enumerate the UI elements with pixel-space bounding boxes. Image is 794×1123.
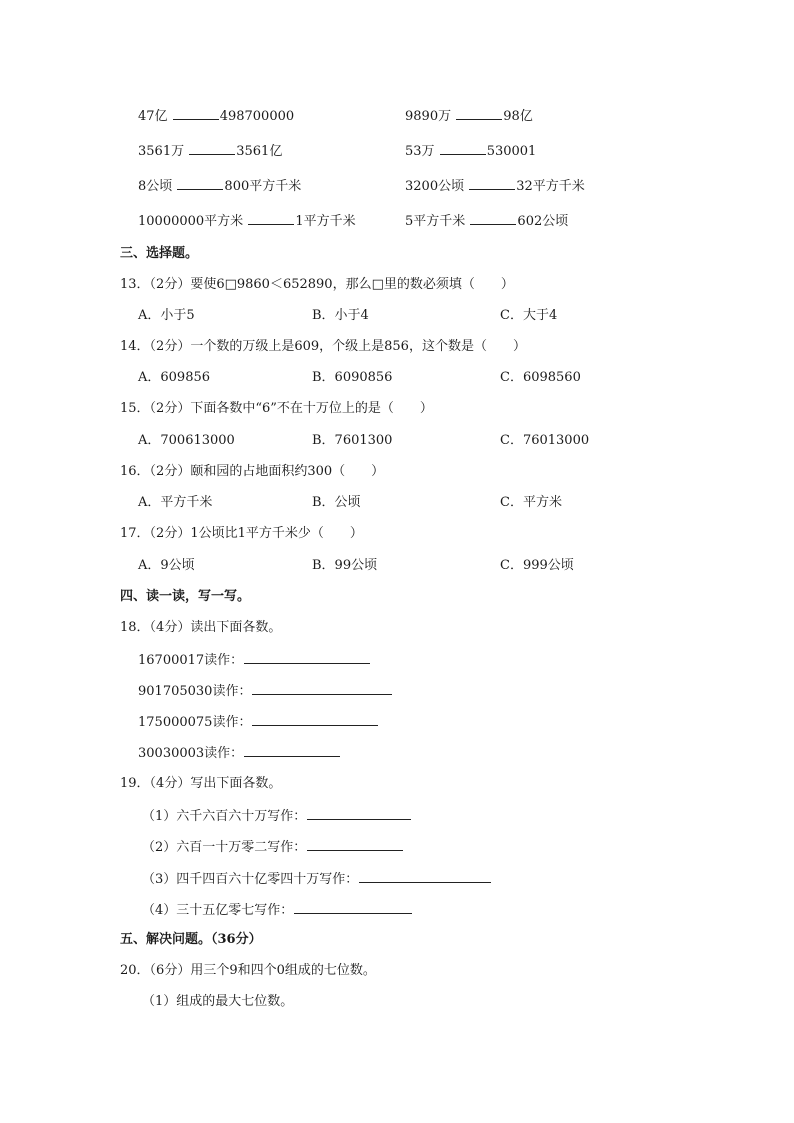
compare-row-3-right: 3200公顷 32平方千米 [405, 176, 585, 196]
answer-blank[interactable] [177, 176, 223, 190]
question-20-sub-1: （1）组成的最大七位数。 [142, 994, 294, 1009]
question-19: 19．（4分）写出下面各数。 [120, 776, 282, 791]
compare-row-3-left: 8公顷 800平方千米 [138, 176, 301, 196]
read-item-1: 16700017读作： [138, 650, 371, 670]
write-item-3: （3）四千四百六十亿零四十万写作： [142, 869, 492, 889]
answer-blank[interactable] [173, 106, 219, 120]
question-18: 18．（4分）读出下面各数。 [120, 620, 282, 635]
option-15-a[interactable]: A．700613000 [138, 433, 235, 448]
option-16-a[interactable]: A．平方千米 [138, 495, 213, 510]
question-20: 20．（6分）用三个9和四个0组成的七位数。 [120, 963, 376, 978]
option-17-b[interactable]: B．99公顷 [312, 558, 378, 573]
compare-row-4-left: 10000000平方米 1平方千米 [138, 211, 356, 231]
write-item-4: （4）三十五亿零七写作： [142, 900, 413, 920]
option-17-a[interactable]: A．9公顷 [138, 558, 195, 573]
section-heading-3: 三、选择题。 [120, 246, 199, 261]
compare-row-4-right: 5平方千米 602公顷 [405, 211, 568, 231]
read-item-4: 30030003读作： [138, 743, 341, 763]
section-heading-4: 四、读一读，写一写。 [120, 589, 251, 604]
answer-blank[interactable] [244, 743, 340, 757]
question-13: 13．（2分）要使6□9860＜652890，那么□里的数必须填（ ） [120, 277, 514, 292]
option-16-b[interactable]: B．公顷 [312, 495, 361, 510]
answer-blank[interactable] [244, 650, 370, 664]
read-item-2: 901705030读作： [138, 681, 393, 701]
question-17: 17．（2分）1公顷比1平方千米少（ ） [120, 526, 363, 541]
option-13-c[interactable]: C．大于4 [500, 308, 558, 323]
option-13-b[interactable]: B．小于4 [312, 308, 369, 323]
compare-row-1-right: 9890万 98亿 [405, 106, 533, 126]
option-17-c[interactable]: C．999公顷 [500, 558, 574, 573]
answer-blank[interactable] [252, 712, 378, 726]
answer-blank[interactable] [470, 211, 516, 225]
compare-row-2-right: 53万 530001 [405, 141, 536, 161]
option-14-a[interactable]: A．609856 [138, 370, 211, 385]
answer-blank[interactable] [189, 141, 235, 155]
question-16: 16．（2分）颐和园的占地面积约300（ ） [120, 464, 385, 479]
compare-row-1-left: 47亿 498700000 [138, 106, 294, 126]
answer-blank[interactable] [307, 806, 411, 820]
option-14-b[interactable]: B．6090856 [312, 370, 393, 385]
answer-blank[interactable] [359, 869, 491, 883]
answer-blank[interactable] [307, 837, 403, 851]
answer-blank[interactable] [440, 141, 486, 155]
write-item-1: （1）六千六百六十万写作： [142, 806, 412, 826]
compare-row-2-left: 3561万 3561亿 [138, 141, 282, 161]
option-13-a[interactable]: A．小于5 [138, 308, 195, 323]
question-14: 14．（2分）一个数的万级上是609，个级上是856，这个数是（ ） [120, 339, 526, 354]
option-14-c[interactable]: C．6098560 [500, 370, 581, 385]
section-heading-5: 五、解决问题。（36分） [120, 932, 262, 947]
answer-blank[interactable] [456, 106, 502, 120]
question-15: 15．（2分）下面各数中“6”不在十万位上的是（ ） [120, 401, 433, 416]
option-15-b[interactable]: B．7601300 [312, 433, 393, 448]
read-item-3: 175000075读作： [138, 712, 379, 732]
option-15-c[interactable]: C．76013000 [500, 433, 590, 448]
answer-blank[interactable] [252, 681, 392, 695]
option-16-c[interactable]: C．平方米 [500, 495, 562, 510]
answer-blank[interactable] [469, 176, 515, 190]
answer-blank[interactable] [248, 211, 294, 225]
answer-blank[interactable] [294, 900, 412, 914]
write-item-2: （2）六百一十万零二写作： [142, 837, 404, 857]
